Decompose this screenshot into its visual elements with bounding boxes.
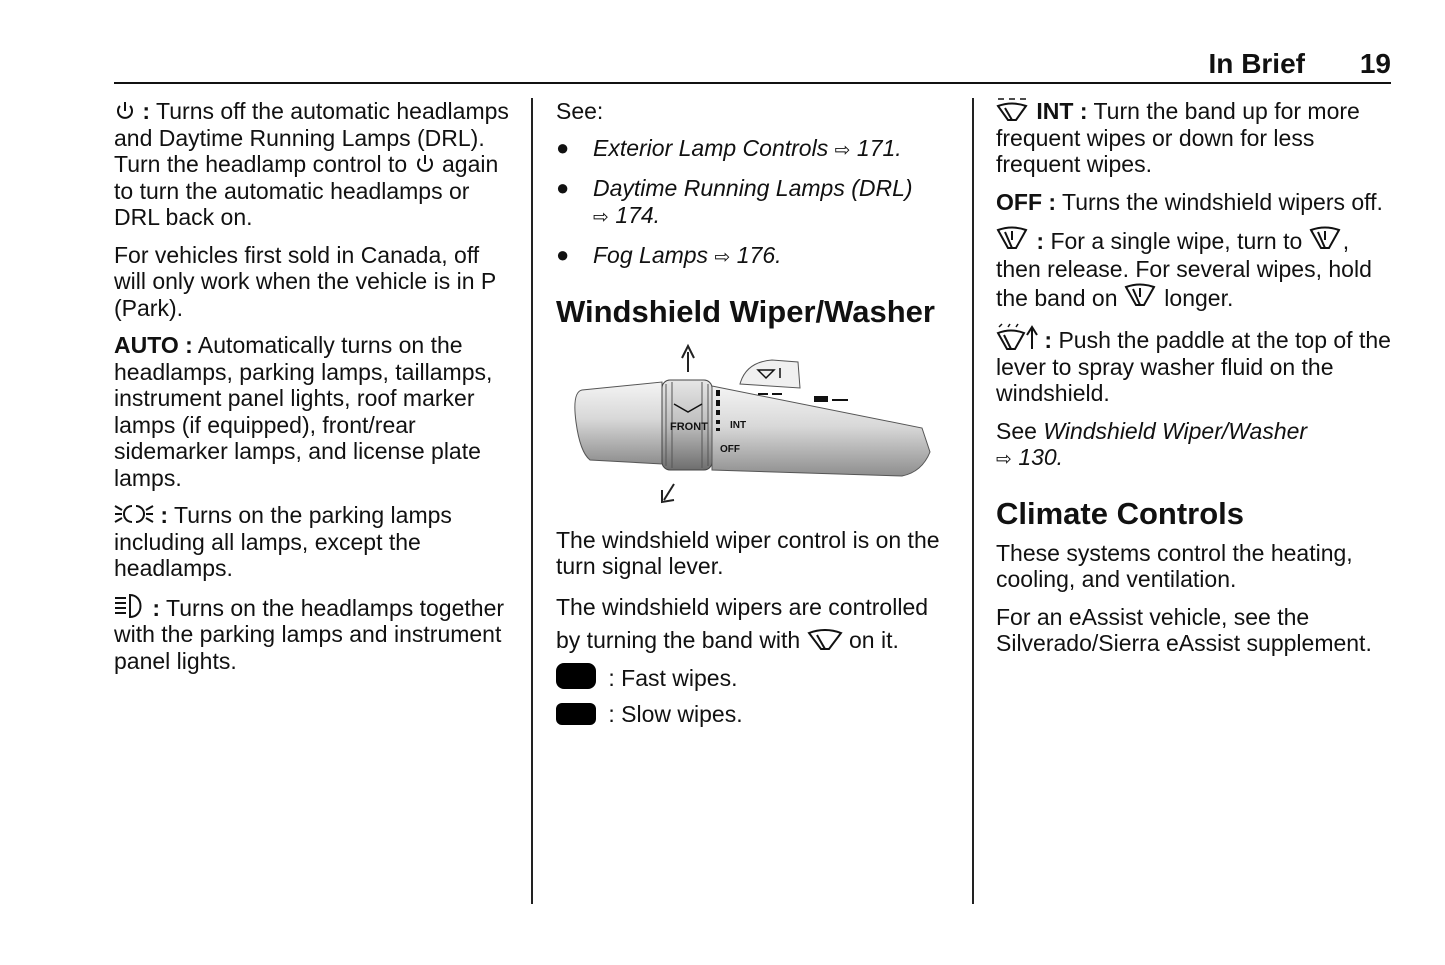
reference-item[interactable] (556, 242, 956, 272)
off-paragraph (996, 189, 1391, 216)
column-divider-1 (531, 98, 533, 904)
climate-para-1: These systems control the heating, cooling, and ventilation. (996, 539, 1353, 592)
reference-title: Exterior Lamp Controls (593, 134, 829, 161)
single-wipe-text-b: , then release. For several wipes, hold the band on (996, 228, 1372, 311)
page-reference-icon: ⇨ (714, 247, 731, 268)
wiper-para-2-text-b: on it. (849, 626, 899, 653)
page-reference-icon: ⇨ (996, 449, 1012, 470)
off-label: OFF : (996, 188, 1057, 215)
slow-wipes (556, 701, 956, 728)
washer-text: Push the paddle at the top of the lever to spray washer fluid on the windshield. (996, 327, 1391, 406)
reference-item[interactable] (556, 175, 956, 231)
mist-wiper-icon (996, 226, 1030, 252)
headlamps-paragraph (114, 593, 514, 675)
slow-wipes-text: : Slow wipes. (608, 701, 743, 727)
int-text: Turn the band up for more frequent wipes or down for less frequent wipes. (996, 98, 1360, 177)
single-wipe-text-a: For a single wipe, turn to (1050, 228, 1303, 254)
single-wipe-colon: : (1036, 228, 1045, 254)
reference-list (556, 135, 956, 272)
off-label: OFF (720, 443, 740, 455)
see-prefix: See (996, 417, 1037, 444)
reference-title: Daytime Running Lamps (DRL) (593, 175, 913, 201)
climate-para-2: For an eAssist vehicle, see the Silverado/Sierra eAssist supplement. (996, 603, 1372, 656)
bullet: ● (556, 242, 570, 267)
parking-text: Turns on the parking lamps including all lamps, except the headlamps. (114, 502, 452, 581)
column-1 (114, 98, 514, 685)
power-icon (414, 153, 436, 175)
see-title: Windshield Wiper/Washer (1043, 417, 1308, 444)
wiper-para-2-text-a: The windshield wipers are controlled by turning the band with (556, 593, 929, 653)
see-label: See: (556, 98, 604, 124)
front-label: FRONT (670, 420, 708, 433)
int-label: INT : (1036, 98, 1088, 124)
see-page: 130. (1018, 444, 1064, 470)
washer-paragraph (996, 323, 1391, 407)
page-header (114, 46, 1391, 84)
reference-page: 171. (856, 134, 902, 161)
see-wiper-reference[interactable] (996, 418, 1391, 474)
page-number: 19 (1359, 48, 1391, 79)
int-paragraph (996, 98, 1391, 178)
column-2 (556, 98, 956, 739)
wiper-para-2 (556, 591, 956, 657)
bullet: ● (556, 134, 570, 160)
bullet: ● (556, 175, 570, 200)
wiper-lever-illustration (562, 342, 942, 517)
column-3 (996, 98, 1391, 668)
fast-wipes-text: : Fast wipes. (608, 664, 738, 691)
intermittent-wiper-icon (996, 98, 1030, 122)
climate-heading: Climate Controls (996, 495, 1245, 531)
wiper-heading: Windshield Wiper/Washer (556, 293, 935, 329)
headlamps-colon: : (152, 594, 161, 621)
auto-text: Automatically turns on the headlamps, parking lamps, taillamps, instrument panel lights, roof marker lamps (if equipped), front/rear sidemarker lamps, and license plate lamps. (114, 332, 493, 491)
mist-wiper-icon (1124, 283, 1158, 309)
mist-wiper-icon (1309, 226, 1343, 252)
page-reference-icon: ⇨ (834, 139, 851, 161)
off-paragraph (114, 98, 514, 231)
fast-wipes (556, 663, 956, 692)
wiper-icon (807, 629, 843, 651)
reference-page: 174. (615, 201, 661, 228)
single-wipe-text-c: longer. (1164, 285, 1234, 311)
reference-item[interactable] (556, 135, 956, 165)
power-icon (114, 100, 136, 122)
section-title: In Brief (1208, 48, 1305, 79)
column-divider-2 (972, 98, 974, 904)
headlamps-text: Turns on the headlamps together with the parking lamps and instrument panel lights. (114, 594, 505, 674)
int-label: INT (730, 419, 747, 431)
page-reference-icon: ⇨ (593, 206, 609, 228)
parking-paragraph (114, 502, 514, 582)
canada-paragraph: For vehicles first sold in Canada, off will only work when the vehicle is in P (Park). (114, 241, 496, 321)
off-text-b: again to turn the automatic headlamps or DRL back on. (114, 151, 499, 230)
reference-title: Fog Lamps (593, 242, 709, 268)
reference-page: 176. (736, 242, 782, 268)
slow-wipe-symbol (556, 703, 596, 725)
headlamp-icon (114, 593, 146, 619)
auto-paragraph (114, 332, 514, 491)
washer-fluid-icon (996, 323, 1038, 351)
wiper-para-1: The windshield wiper control is on the turn signal lever. (556, 526, 940, 579)
off-colon: : (142, 98, 151, 124)
auto-label: AUTO : (114, 332, 193, 358)
parking-colon: : (160, 502, 169, 528)
off-text: Turns the windshield wipers off. (1062, 188, 1383, 215)
fast-wipe-symbol (556, 663, 596, 689)
parking-lamp-icon (114, 502, 154, 526)
single-wipe-paragraph (996, 226, 1391, 312)
off-text-a: Turns off the automatic headlamps and Daytime Running Lamps (DRL). Turn the headlamp control to (114, 98, 509, 177)
washer-colon: : (1044, 327, 1053, 353)
